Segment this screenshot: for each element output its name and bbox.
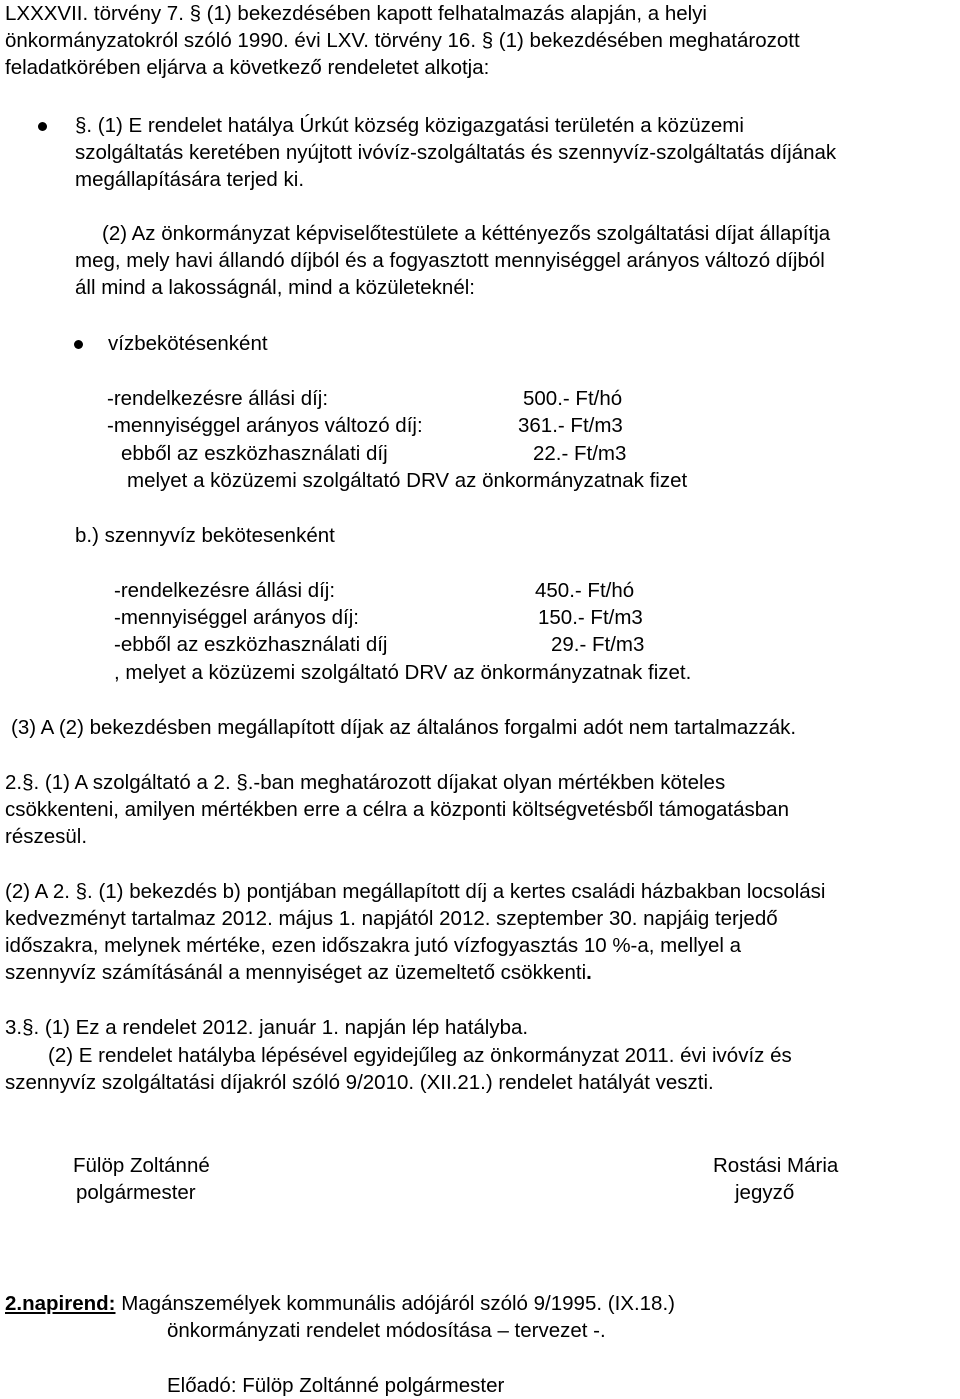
water-row-value: 361.- Ft/m3: [518, 414, 623, 437]
intro-line-1: LXXXVII. törvény 7. § (1) bekezdésében kapott felhatalmazás alapján, a helyi: [5, 2, 707, 25]
bullet-icon: [38, 122, 47, 131]
water-heading: vízbekötésenként: [108, 332, 268, 355]
signature-left-title: polgármester: [76, 1181, 196, 1204]
water-row-label: -mennyiséggel arányos változó díj:: [107, 414, 423, 437]
agenda-presenter: Előadó: Fülöp Zoltánné polgármester: [167, 1374, 505, 1397]
bullet-icon: [74, 340, 83, 349]
section1-para3: (3) A (2) bekezdésben megállapított díjak az általános forgalmi adót nem tartalmazzák.: [11, 716, 797, 739]
sewage-row-value: 29.- Ft/m3: [551, 633, 645, 656]
section2-line-3: részesül.: [5, 825, 88, 848]
water-row-value: 500.- Ft/hó: [523, 387, 623, 410]
section1-line-3: megállapítására terjed ki.: [75, 168, 305, 191]
section3-line-3: szennyvíz szolgáltatási díjakról szóló 9/2010. (XII.21.) rendelet hatályát veszti.: [5, 1071, 714, 1094]
agenda-line-2: önkormányzati rendelet módosítása – tervezet -.: [167, 1319, 606, 1342]
section2-para2-line-3: időszakra, melynek mértéke, ezen időszakra jutó vízfogyasztás 10 %-a, mellyel a: [5, 934, 742, 957]
section2-line-2: csökkenteni, amilyen mértékben erre a célra a központi költségvetésből támogatásban: [5, 798, 789, 821]
sewage-row-label: -mennyiséggel arányos díj:: [114, 606, 359, 629]
sewage-row-value: 150.- Ft/m3: [538, 606, 643, 629]
signature-right-name: Rostási Mária: [713, 1154, 839, 1177]
section2-para2-line-1: (2) A 2. §. (1) bekezdés b) pontjában megállapított díj a kertes családi házbakban locsolási: [5, 880, 826, 903]
section1-line-2: szolgáltatás keretében nyújtott ivóvíz-szolgáltatás és szennyvíz-szolgáltatás díjának: [75, 141, 837, 164]
water-row-label: ebből az eszközhasználati díj: [121, 442, 388, 465]
section1-para2-line-3: áll mind a lakosságnál, mind a közületeknél:: [75, 276, 475, 299]
agenda-line-1: [5, 1290, 675, 1317]
section1-para2-line-2: meg, mely havi állandó díjból és a fogyasztott mennyiséggel arányos változó díjból: [75, 249, 825, 272]
section3-line-1: 3.§. (1) Ez a rendelet 2012. január 1. napján lép hatályba.: [5, 1016, 529, 1039]
section2-para2-line-4: [5, 959, 592, 986]
agenda-text: Magánszemélyek kommunális adójáról szóló 9/1995. (IX.18.): [115, 1292, 675, 1315]
intro-line-2: önkormányzatokról szóló 1990. évi LXV. törvény 16. § (1) bekezdésében meghatározott: [5, 29, 800, 52]
section1-para2-line-1: (2) Az önkormányzat képviselőtestülete a kéttényezős szolgáltatási díjat állapítja: [102, 222, 831, 245]
water-note: melyet a közüzemi szolgáltató DRV az önkormányzatnak fizet: [127, 469, 688, 492]
section3-line-2: (2) E rendelet hatályba lépésével egyidejűleg az önkormányzat 2011. évi ivóvíz és: [48, 1044, 792, 1067]
intro-line-3: feladatkörében eljárva a következő rendeletet alkotja:: [5, 56, 490, 79]
section2-line-1: 2.§. (1) A szolgáltató a 2. §.-ban meghatározott díjakat olyan mértékben köteles: [5, 771, 726, 794]
section2-para2-end: .: [586, 961, 592, 984]
water-row-value: 22.- Ft/m3: [533, 442, 627, 465]
signature-right-title: jegyző: [735, 1181, 795, 1204]
sewage-row-value: 450.- Ft/hó: [535, 579, 635, 602]
sewage-heading: b.) szennyvíz bekötesenként: [75, 524, 335, 547]
sewage-row-label: -rendelkezésre állási díj:: [114, 579, 336, 602]
section1-line-1: §. (1) E rendelet hatálya Úrkút község közigazgatási területén a közüzemi: [75, 114, 744, 137]
water-row-label: -rendelkezésre állási díj:: [107, 387, 329, 410]
agenda-label: 2.napirend:: [5, 1292, 116, 1315]
sewage-note: , melyet a közüzemi szolgáltató DRV az önkormányzatnak fizet.: [114, 661, 692, 684]
sewage-row-label: -ebből az eszközhasználati díj: [114, 633, 388, 656]
signature-left-name: Fülöp Zoltánné: [73, 1154, 210, 1177]
section2-para2-text: szennyvíz számításánál a mennyiséget az üzemeltető csökkenti: [5, 961, 587, 984]
section2-para2-line-2: kedvezményt tartalmaz 2012. május 1. napjától 2012. szeptember 30. napjáig terjedő: [5, 907, 778, 930]
